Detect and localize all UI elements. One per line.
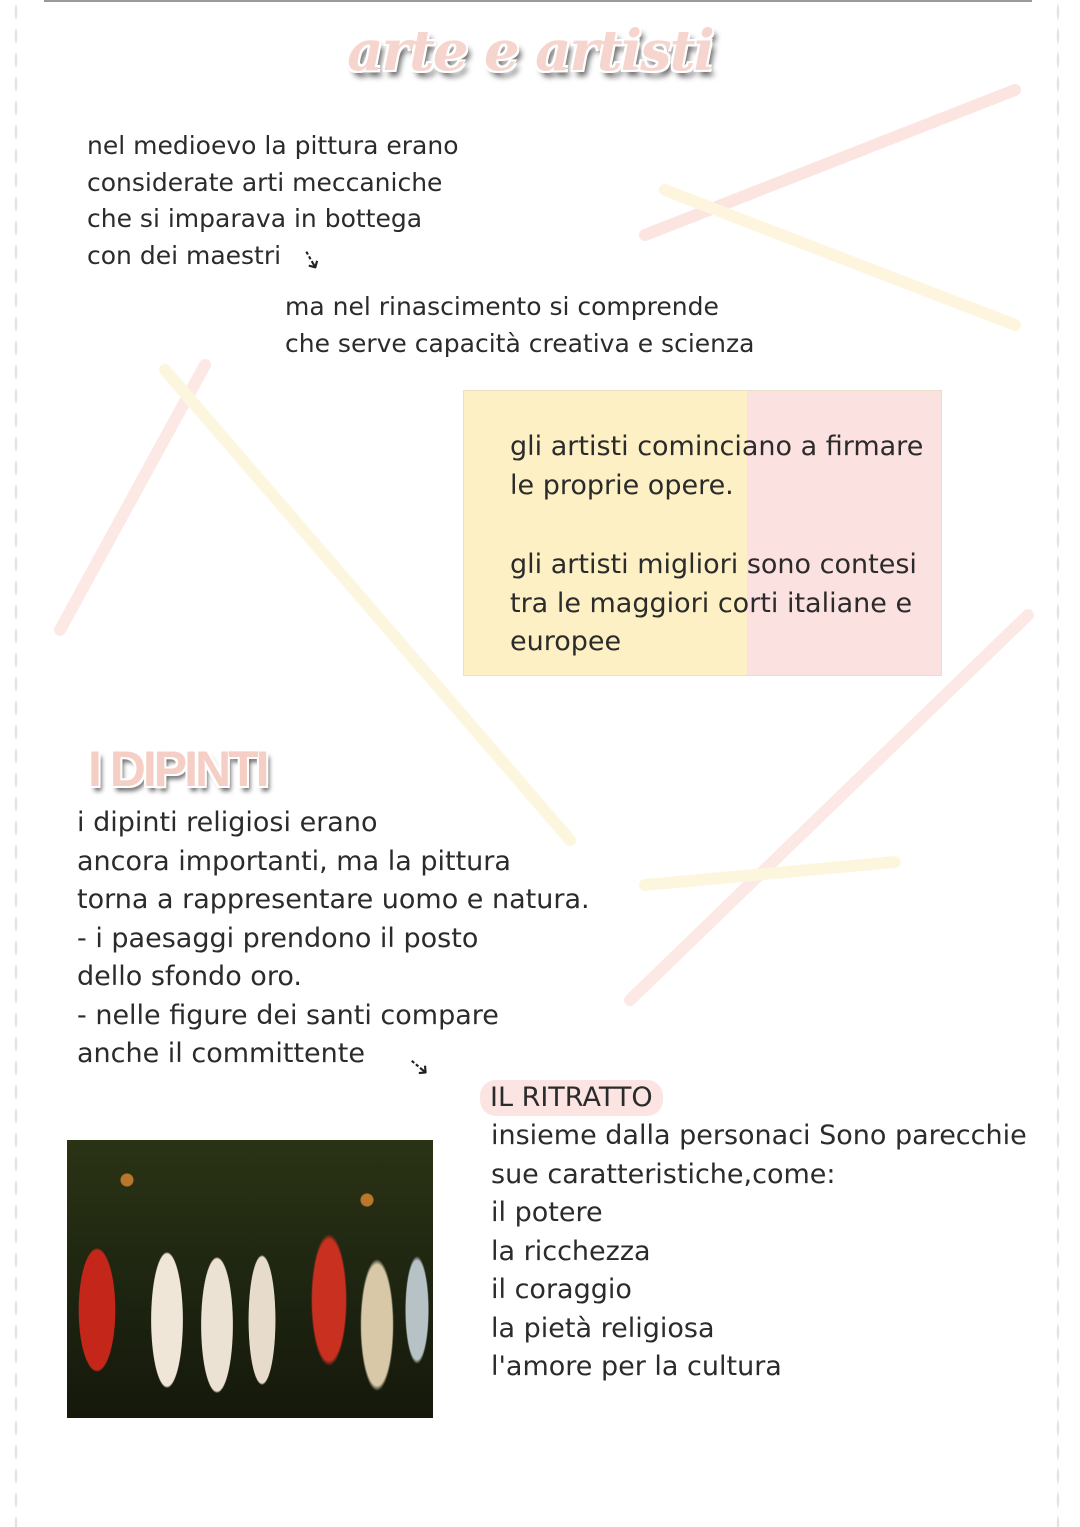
text-line: ma nel rinascimento si comprende xyxy=(285,292,719,321)
text-line: sue caratteristiche,come: xyxy=(491,1158,836,1190)
text-line: torna a rappresentare uomo e natura. xyxy=(77,884,590,915)
text-line: anche il committente xyxy=(77,1038,365,1069)
text-line: ancora importanti, ma la pittura xyxy=(77,845,511,877)
text-line: il potere xyxy=(491,1197,603,1228)
text-line: - nelle figure dei santi compare xyxy=(77,999,499,1031)
text-line: le proprie opere. xyxy=(510,469,734,501)
stroke xyxy=(60,365,205,630)
dashed-arrow-icon: ⇢ xyxy=(292,243,330,277)
text-line: che serve capacità creativa e scienza xyxy=(285,328,755,358)
section-heading-dipinti: I DIPINTI xyxy=(88,741,267,797)
section-heading-ritratto: IL RITRATTO xyxy=(480,1080,663,1116)
highlight-box xyxy=(463,390,942,676)
painting-image xyxy=(67,1140,433,1418)
text-line: che si imparava in bottega xyxy=(87,204,423,233)
text-line: i dipinti religiosi erano xyxy=(77,807,378,838)
text-line: nel medioevo la pittura erano xyxy=(87,131,459,160)
stroke xyxy=(645,90,1015,235)
text-line: la pietà religiosa xyxy=(491,1312,715,1344)
intro-text xyxy=(87,128,459,274)
text-line: tra le maggiori corti italiane e xyxy=(510,587,913,619)
box-paragraph-2 xyxy=(510,546,917,662)
page-title: arte e artisti xyxy=(347,18,713,84)
text-line: con dei maestri xyxy=(87,240,282,270)
text-line: - i paesaggi prendono il posto xyxy=(77,922,479,954)
text-line: l'amore per la cultura xyxy=(491,1351,782,1382)
continuation-text xyxy=(285,289,754,362)
text-line: dello sfondo oro. xyxy=(77,961,302,992)
dipinti-text xyxy=(77,804,590,1074)
text-line: la ricchezza xyxy=(491,1235,651,1267)
text-line: insieme dalla personaci Sono parecchie xyxy=(491,1120,1027,1151)
text-line: europee xyxy=(510,626,622,657)
text-line: il coraggio xyxy=(491,1274,632,1305)
text-line: gli artisti migliori sono contesi xyxy=(510,549,917,580)
ritratto-text xyxy=(491,1117,1027,1387)
dashed-arrow-icon: ⇢ xyxy=(400,1048,437,1086)
text-line: gli artisti cominciano a firmare xyxy=(510,431,924,462)
text-line: considerate arti meccaniche xyxy=(87,167,443,197)
box-paragraph-1 xyxy=(510,428,923,505)
